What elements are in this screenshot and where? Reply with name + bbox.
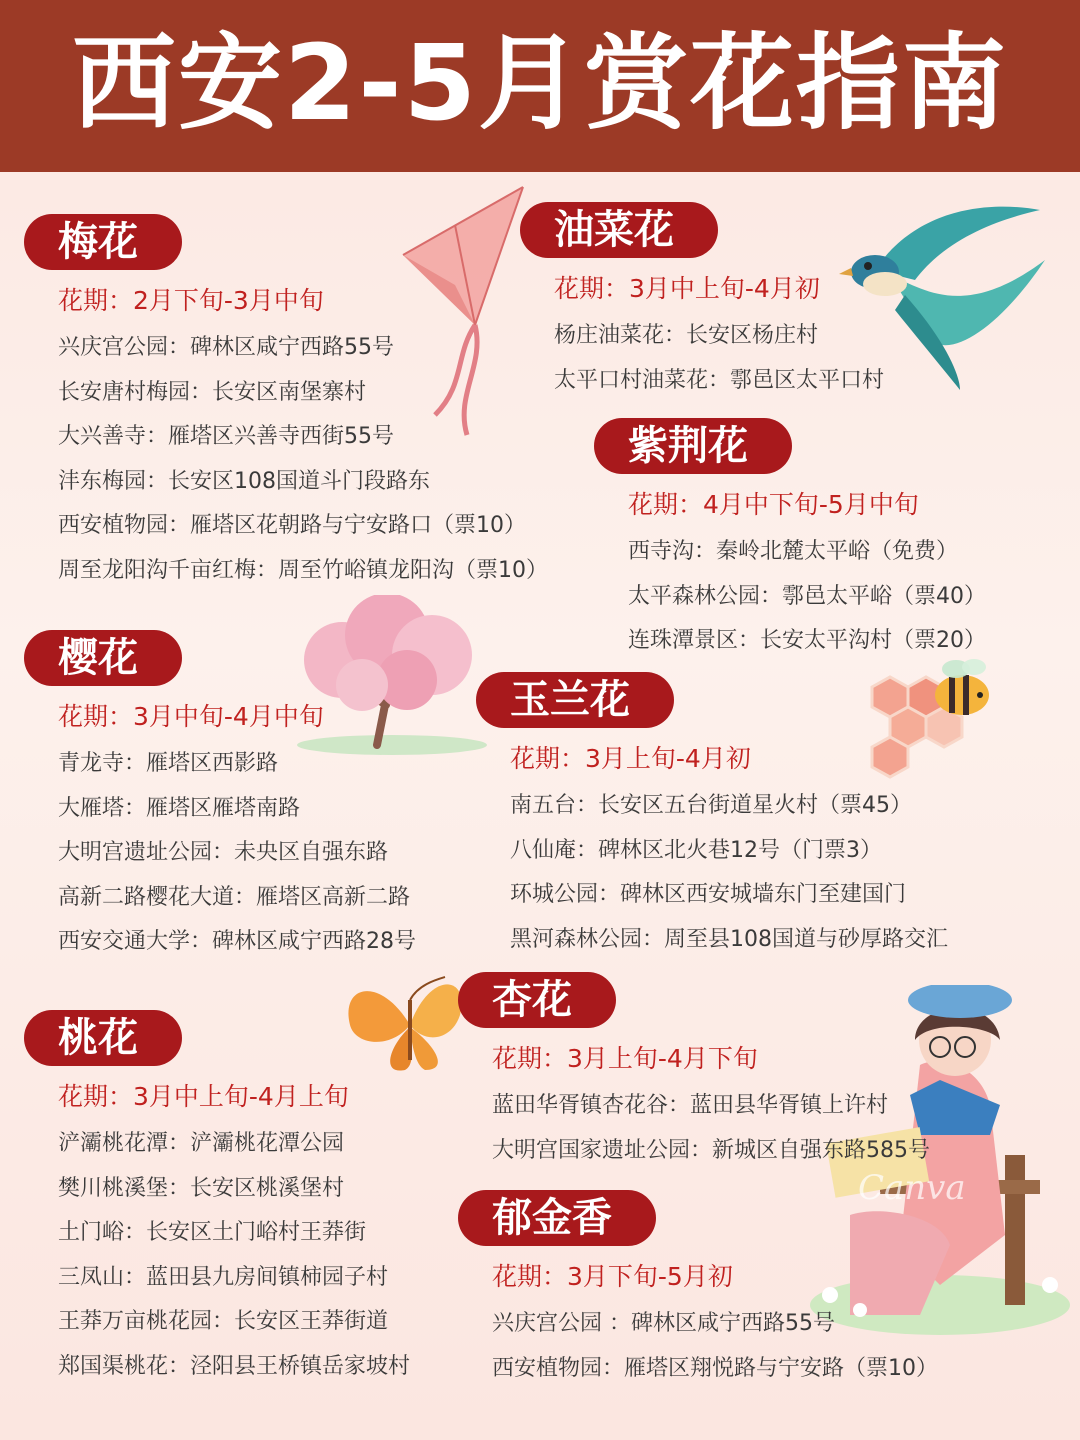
bloom-period-youcaihua: 花期：3月中上旬-4月初 [554,274,820,303]
section-title-yulanhua: 玉兰花 [476,672,674,728]
bloom-period-meihua: 花期：2月下旬-3月中旬 [58,286,324,315]
list-item: 杨庄油菜花：长安区杨庄村 [554,323,819,348]
list-item: 黑河森林公园：周至县108国道与砂厚路交汇 [510,926,948,952]
list-item: 大兴善寺：雁塔区兴善寺西街55号 [58,424,394,449]
section-yujinxiang [458,1190,938,1391]
list-item: 樊川桃溪堡：长安区桃溪堡村 [58,1175,345,1201]
list-item: 大雁塔：雁塔区雁塔南路 [58,795,301,821]
section-title-yinghua: 樱花 [24,630,182,686]
list-item: 兴庆宫公园 ：碑林区咸宁西路55号 [492,1311,835,1336]
section-xinghua [458,972,930,1173]
section-title-meihua: 梅花 [24,214,182,270]
list-item: 长安唐村梅园：长安区南堡寨村 [58,379,367,405]
list-item: 高新二路樱花大道：雁塔区高新二路 [58,884,411,910]
location-list-yulanhua [510,784,948,962]
list-item: 八仙庵：碑林区北火巷12号（门票3） [510,837,882,863]
list-item: 连珠潭景区：长安太平沟村（票20） [628,628,986,653]
list-item: 王莽万亩桃花园：长安区王莽街道 [58,1309,389,1334]
section-title-xinghua: 杏花 [458,972,616,1028]
section-yulanhua [476,672,948,962]
list-item: 南五台：长安区五台街道星火村（票45） [510,793,912,818]
canva-watermark: Canva [858,1168,966,1208]
list-item: 周至龙阳沟千亩红梅：周至竹峪镇龙阳沟（票10） [58,557,548,583]
list-item: 西安植物园：雁塔区翔悦路与宁安路（票10） [492,1355,938,1381]
location-list-youcaihua [554,314,884,403]
bloom-period-yujinxiang: 花期：3月下旬-5月初 [492,1262,733,1291]
section-title-yujinxiang: 郁金香 [458,1190,656,1246]
list-item: 环城公园：碑林区西安城墙东门至建国门 [510,882,907,907]
section-title-taohua: 桃花 [24,1010,182,1066]
list-item: 土门峪：长安区土门峪村王莽街 [58,1220,367,1245]
location-list-zijinghua [628,530,986,664]
location-list-yinghua [58,742,416,965]
list-item: 太平口村油菜花：鄠邑区太平口村 [554,367,885,393]
section-zijinghua [594,418,986,664]
section-youcaihua [520,202,884,403]
list-item: 大明宫国家遗址公园：新城区自强东路585号 [492,1137,930,1163]
location-list-xinghua [492,1084,930,1173]
list-item: 青龙寺：雁塔区西影路 [58,751,279,776]
header-banner [0,0,1080,172]
section-taohua [24,1010,410,1389]
location-list-taohua [58,1122,410,1389]
bloom-period-zijinghua: 花期：4月中下旬-5月中旬 [628,490,919,519]
bloom-period-xinghua: 花期：3月上旬-4月下旬 [492,1044,758,1073]
list-item: 太平森林公园：鄠邑太平峪（票40） [628,583,986,609]
location-list-yujinxiang [492,1302,938,1391]
list-item: 郑国渠桃花：泾阳县王桥镇岳家坡村 [58,1353,411,1379]
list-item: 浐灞桃花潭：浐灞桃花潭公园 [58,1131,345,1156]
list-item: 兴庆宫公园：碑林区咸宁西路55号 [58,335,394,360]
bloom-period-taohua: 花期：3月中上旬-4月上旬 [58,1082,349,1111]
section-meihua [24,214,548,593]
list-item: 沣东梅园：长安区108国道斗门段路东 [58,468,430,494]
list-item: 西安植物园：雁塔区花朝路与宁安路口（票10） [58,513,526,538]
location-list-meihua [58,326,548,593]
list-item: 大明宫遗址公园：未央区自强东路 [58,840,389,865]
list-item: 蓝田华胥镇杏花谷：蓝田县华胥镇上许村 [492,1093,889,1118]
list-item: 西安交通大学：碑林区咸宁西路28号 [58,929,416,954]
page-title: 西安2-5月赏花指南 [72,22,1008,144]
section-title-zijinghua: 紫荆花 [594,418,792,474]
section-title-youcaihua: 油菜花 [520,202,718,258]
list-item: 西寺沟：秦岭北麓太平峪（免费） [628,539,959,564]
list-item: 三凤山：蓝田县九房间镇柿园子村 [58,1264,389,1290]
section-yinghua [24,630,416,965]
bloom-period-yulanhua: 花期：3月上旬-4月初 [510,744,751,773]
bloom-period-yinghua: 花期：3月中旬-4月中旬 [58,702,324,731]
